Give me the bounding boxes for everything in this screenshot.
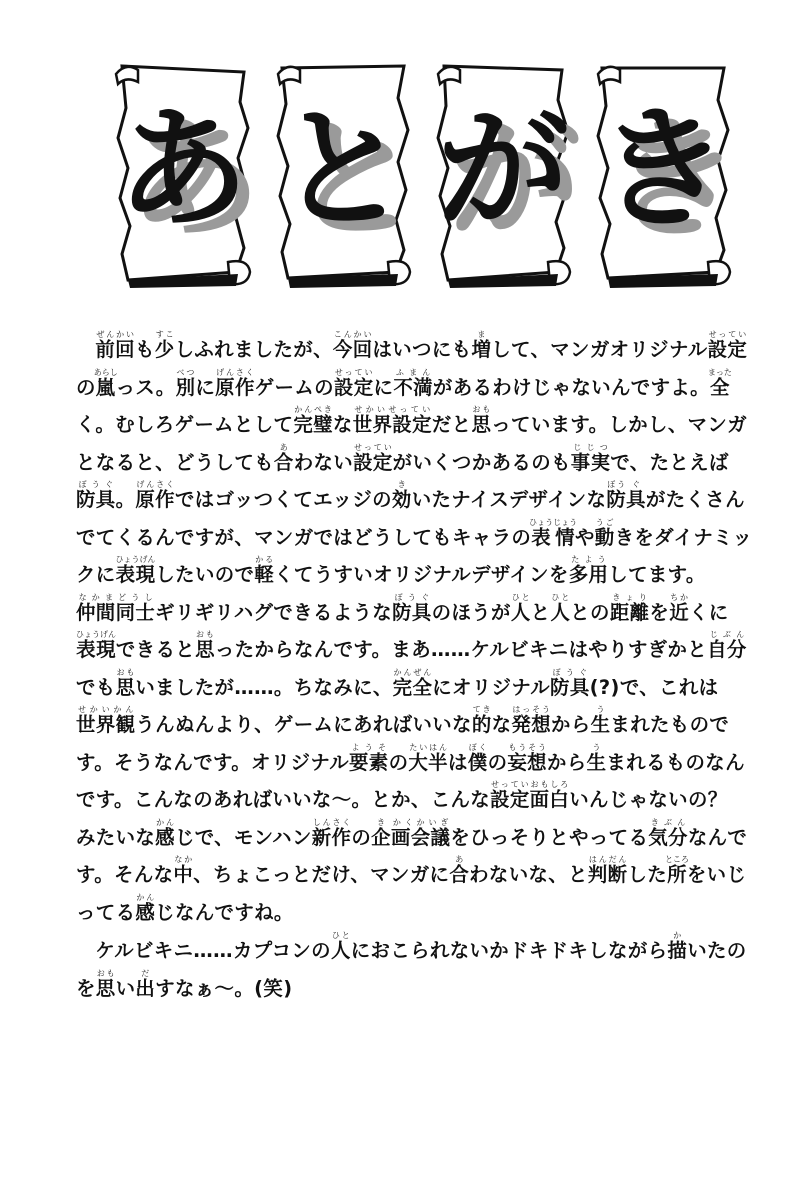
furigana-word: 完全かんぜん <box>392 667 433 699</box>
furigana-word: 出だ <box>135 968 156 1000</box>
furigana-reading: せかいせってい <box>352 405 432 414</box>
furigana-reading: ぜんかい <box>95 330 135 339</box>
furigana-reading: きょり <box>609 592 650 602</box>
text-run: ケルビキニ……カプコンの <box>95 939 331 962</box>
furigana-word: 思おも <box>115 667 136 699</box>
text-run: にオリ <box>432 675 492 699</box>
furigana-word: 表現ひょうげん <box>115 555 156 586</box>
furigana-word: 新作しんさく <box>311 817 352 849</box>
furigana-word: 原作げんさく <box>135 480 175 511</box>
text-run: たのを <box>76 939 747 1000</box>
furigana-word: 多用たよう <box>568 555 609 586</box>
text-run: との <box>570 600 610 624</box>
text-run: ジナル <box>491 675 551 699</box>
furigana-reading: ぼうぐ <box>550 667 590 677</box>
furigana-word: 前回ぜんかい <box>95 330 135 361</box>
text-run: たとえば <box>649 450 729 474</box>
furigana-reading: すこ <box>154 330 175 339</box>
furigana-reading: なかまどうし <box>76 592 156 602</box>
text-run: マンガに <box>370 863 450 886</box>
furigana-reading: ちか <box>669 592 689 602</box>
furigana-word: 軽かる <box>254 555 275 586</box>
furigana-reading: ぼう <box>606 480 627 489</box>
furigana-word: 発想はっそう <box>511 705 552 736</box>
title-scroll-2 <box>268 58 418 288</box>
furigana-word: 設定せってい <box>333 367 374 399</box>
furigana-reading: ま <box>471 330 492 339</box>
text-run: に <box>373 375 394 399</box>
furigana-word: 表情ひょうじょう <box>529 517 578 549</box>
furigana-word: 合あ <box>449 855 470 886</box>
text-run: でも <box>76 675 116 699</box>
text-run: して、マンガオリジナル <box>491 338 708 361</box>
furigana-reading: ふまん <box>393 367 433 377</box>
text-run: があるわけじゃないんですよ。 <box>432 375 710 399</box>
afterword-paragraph-2 <box>76 931 756 1007</box>
furigana-reading: ひと <box>550 592 571 602</box>
furigana-word: 世界観せかいかん <box>76 705 136 736</box>
furigana-word: 防具ぼうぐ <box>76 480 116 511</box>
furigana-word: 思おも <box>95 968 116 1000</box>
furigana-reading: き <box>391 480 412 489</box>
furigana-word: 合あ <box>273 442 294 474</box>
text-run: いたナイスデザインな <box>411 488 607 511</box>
furigana-reading: べつ <box>175 367 196 377</box>
title-banner <box>108 58 738 288</box>
text-run: のほうが <box>431 600 511 624</box>
text-run: なんです。そんな <box>76 825 748 886</box>
text-run: わない <box>293 450 354 474</box>
text-run: を <box>548 563 569 586</box>
furigana-word: 要素ようそ <box>349 742 389 774</box>
furigana-word: 防ぼう <box>606 480 627 511</box>
furigana-reading: きぶん <box>648 817 688 827</box>
furigana-reading: ひょうじょう <box>529 517 578 527</box>
furigana-reading: ぼうぐ <box>76 480 116 489</box>
furigana-word: 嵐あらし <box>93 367 118 399</box>
furigana-reading: しんさく <box>311 817 352 827</box>
furigana-reading: せってい <box>707 330 748 339</box>
text-run: すなぁ～。(笑) <box>155 976 293 1000</box>
text-run: まれたものです。そうなんです。オリジナル <box>76 713 730 774</box>
furigana-reading: ようそ <box>349 742 389 752</box>
furigana-reading: おも <box>115 667 136 677</box>
text-run: で、 <box>610 450 650 474</box>
furigana-word: 今回こんかい <box>332 330 373 361</box>
text-run: い <box>115 976 136 1000</box>
furigana-reading: うご <box>594 517 615 527</box>
furigana-reading: かくかいぎ <box>390 817 451 827</box>
text-run: くに <box>689 600 729 624</box>
text-run: じなんですね。 <box>155 900 294 924</box>
text-run: しふれましたが、 <box>174 338 333 361</box>
furigana-reading: せっていおもしろ <box>490 780 570 789</box>
text-run: の <box>487 750 508 774</box>
title-char-1: あ <box>117 93 249 247</box>
furigana-reading: ぼく <box>467 742 488 752</box>
title-char-2: と <box>277 93 409 247</box>
text-run: わないな、と <box>469 863 588 886</box>
furigana-word: 仲間同士なかまどうし <box>76 592 156 624</box>
text-run: の <box>76 375 96 399</box>
text-run: っています。しかし、 <box>491 413 688 436</box>
furigana-word: 妄想もうそう <box>507 742 547 774</box>
furigana-reading: ぼうぐ <box>392 592 432 602</box>
text-run: がいくつかあるのも <box>392 450 571 474</box>
furigana-reading: う <box>586 742 607 752</box>
furigana-reading: ひょうげん <box>76 630 116 639</box>
furigana-reading: たよう <box>568 555 609 564</box>
furigana-reading: あ <box>273 442 294 452</box>
text-run: だと <box>431 413 472 436</box>
text-run: はいつにも <box>372 338 472 361</box>
text-run: の <box>388 750 409 774</box>
furigana-word: 動うご <box>594 517 615 549</box>
text-run: ったからなんです。まあ……ケルビ <box>214 638 529 661</box>
text-run: の <box>351 825 372 849</box>
text-run: ゲームの <box>254 375 334 399</box>
text-run: きをダイナミックに <box>76 525 753 586</box>
text-run: をいじってる <box>76 863 747 924</box>
text-run: こんな <box>430 788 491 811</box>
text-run: い <box>687 939 707 962</box>
text-run: じで、モンハン <box>174 825 312 849</box>
furigana-word: 描か <box>667 931 688 962</box>
furigana-reading: ところ <box>664 855 689 864</box>
furigana-word: 思おも <box>195 630 215 661</box>
text-run: (?)で、これは <box>589 675 719 699</box>
furigana-reading: き <box>371 817 391 827</box>
furigana-word: 設定せってい <box>353 442 393 474</box>
furigana-reading: げんさく <box>215 367 255 377</box>
afterword-body <box>76 330 756 1007</box>
text-run: から <box>546 750 587 774</box>
furigana-reading: もうそう <box>507 742 547 752</box>
text-run: から <box>551 713 591 736</box>
furigana-word: 僕ぼく <box>467 742 488 774</box>
furigana-reading: あらし <box>93 367 118 377</box>
furigana-reading: はんだん <box>587 855 628 864</box>
text-run: は <box>447 750 468 774</box>
furigana-reading: かる <box>254 555 275 564</box>
text-run: した <box>627 863 668 886</box>
furigana-word: 自分じぶん <box>707 630 747 661</box>
furigana-reading: こんかい <box>332 330 373 339</box>
text-run: 。 <box>115 488 136 511</box>
text-run: や <box>574 525 595 549</box>
furigana-reading: おも <box>95 968 116 978</box>
furigana-word: 増ま <box>471 330 492 361</box>
furigana-reading: せってい <box>333 367 374 377</box>
furigana-word: 完璧かんぺき <box>293 405 333 436</box>
furigana-word: 人ひと <box>330 931 351 962</box>
furigana-word: 距離きょり <box>609 592 650 624</box>
title-scroll-3 <box>428 58 578 288</box>
furigana-reading: おも <box>195 630 215 639</box>
title-scroll-4 <box>588 58 738 288</box>
furigana-reading: だ <box>135 968 156 978</box>
text-run: を <box>649 600 670 624</box>
furigana-word: 少すこ <box>154 330 175 361</box>
furigana-word: 近ちか <box>669 592 690 624</box>
text-run: をひっそりとやってる <box>450 825 649 849</box>
furigana-word: 別べつ <box>175 367 196 399</box>
text-run: まれるものなんです。こんなのあればいいな～。とか、 <box>76 750 745 811</box>
furigana-word: 原作げんさく <box>215 367 255 399</box>
furigana-word: 防具ぼうぐ <box>550 667 590 699</box>
text-run: したいので <box>155 563 255 586</box>
text-run: 、ちょこっとだけ、 <box>193 863 371 886</box>
text-run: いましたが……。ちなみに、 <box>135 675 393 699</box>
furigana-reading: かん <box>135 892 156 902</box>
furigana-word: 具ぐ <box>626 480 646 511</box>
furigana-word: 生う <box>590 705 611 736</box>
text-run: におこられないかドキドキしながら <box>350 939 668 962</box>
furigana-reading: かんぺき <box>293 405 333 414</box>
text-run: と <box>530 600 551 624</box>
furigana-word: 大半たいはん <box>408 742 448 774</box>
title-scroll-1 <box>108 58 258 288</box>
furigana-reading: ひょうげん <box>115 555 156 564</box>
furigana-reading: まった <box>707 367 732 377</box>
text-run: な <box>332 413 353 436</box>
furigana-reading: せってい <box>353 442 393 452</box>
furigana-reading: ひと <box>510 592 531 602</box>
text-run: に <box>195 375 216 399</box>
furigana-reading: かんぜん <box>392 667 433 677</box>
furigana-reading: おも <box>471 405 492 414</box>
text-run: な <box>491 713 512 736</box>
furigana-reading: じぶん <box>707 630 747 639</box>
title-char-4: き <box>597 93 729 247</box>
furigana-word: 世界設定せかいせってい <box>352 405 432 436</box>
text-run: がたくさんでてくるんですが、マンガではどうしてもキャラの <box>76 488 745 549</box>
furigana-reading: はっそう <box>511 705 551 714</box>
text-run: マンガとなると、どうしても <box>76 413 747 474</box>
furigana-reading: じじつ <box>570 442 611 452</box>
title-char-3: が <box>437 93 569 247</box>
furigana-reading: なか <box>173 855 194 864</box>
text-run: っス。 <box>115 375 176 399</box>
furigana-word: 不満ふまん <box>393 367 433 399</box>
furigana-word: 全まった <box>707 367 732 399</box>
furigana-reading: せかいかん <box>76 705 136 714</box>
furigana-word: 設定せってい <box>707 330 748 361</box>
furigana-word: 的てき <box>471 705 492 736</box>
furigana-word: 人ひと <box>510 592 531 624</box>
furigana-word: 生う <box>586 742 607 774</box>
text-run: キニはやりすぎかと <box>529 638 708 661</box>
furigana-word: 表現ひょうげん <box>76 630 116 661</box>
furigana-reading: てき <box>471 705 492 714</box>
furigana-reading: あ <box>449 855 470 864</box>
text-run: くてうすいオリジナルデザイン <box>274 563 549 586</box>
furigana-reading: う <box>590 705 611 714</box>
text-run: く。むしろゲームとして <box>76 413 294 436</box>
furigana-word: 感かん <box>135 892 156 924</box>
furigana-word: 気分きぶん <box>648 817 688 849</box>
furigana-word: 所ところ <box>664 855 689 886</box>
furigana-word: 思おも <box>471 405 492 436</box>
furigana-word: 効き <box>391 480 412 511</box>
text-run: ギリギリハグできるような <box>155 600 393 624</box>
text-run: うんぬんより、ゲームにあればいいな <box>135 713 472 736</box>
furigana-reading: たいはん <box>408 742 448 752</box>
afterword-paragraph-1 <box>76 330 756 931</box>
furigana-word: 中なか <box>173 855 194 886</box>
furigana-word: 判断はんだん <box>587 855 628 886</box>
text-run: ではゴッつくてエッジの <box>174 488 392 511</box>
furigana-reading: か <box>667 931 688 940</box>
furigana-word: 画会議かくかいぎ <box>390 817 451 849</box>
furigana-word: 防具ぼうぐ <box>392 592 432 624</box>
furigana-reading: ぐ <box>626 480 646 489</box>
furigana-word: 企き <box>371 817 391 849</box>
furigana-reading: ひと <box>330 931 351 940</box>
furigana-reading: かん <box>155 817 175 827</box>
furigana-reading: げんさく <box>135 480 175 489</box>
text-run: も <box>134 338 155 361</box>
furigana-word: 設定面白せっていおもしろ <box>490 780 570 811</box>
text-run: できると <box>115 638 196 661</box>
text-run: してます。 <box>608 563 706 586</box>
furigana-word: 人ひと <box>550 592 571 624</box>
furigana-word: 感かん <box>155 817 175 849</box>
furigana-word: 事実じじつ <box>570 442 611 474</box>
text-run: いんじゃないの？ みたいな <box>76 788 748 849</box>
